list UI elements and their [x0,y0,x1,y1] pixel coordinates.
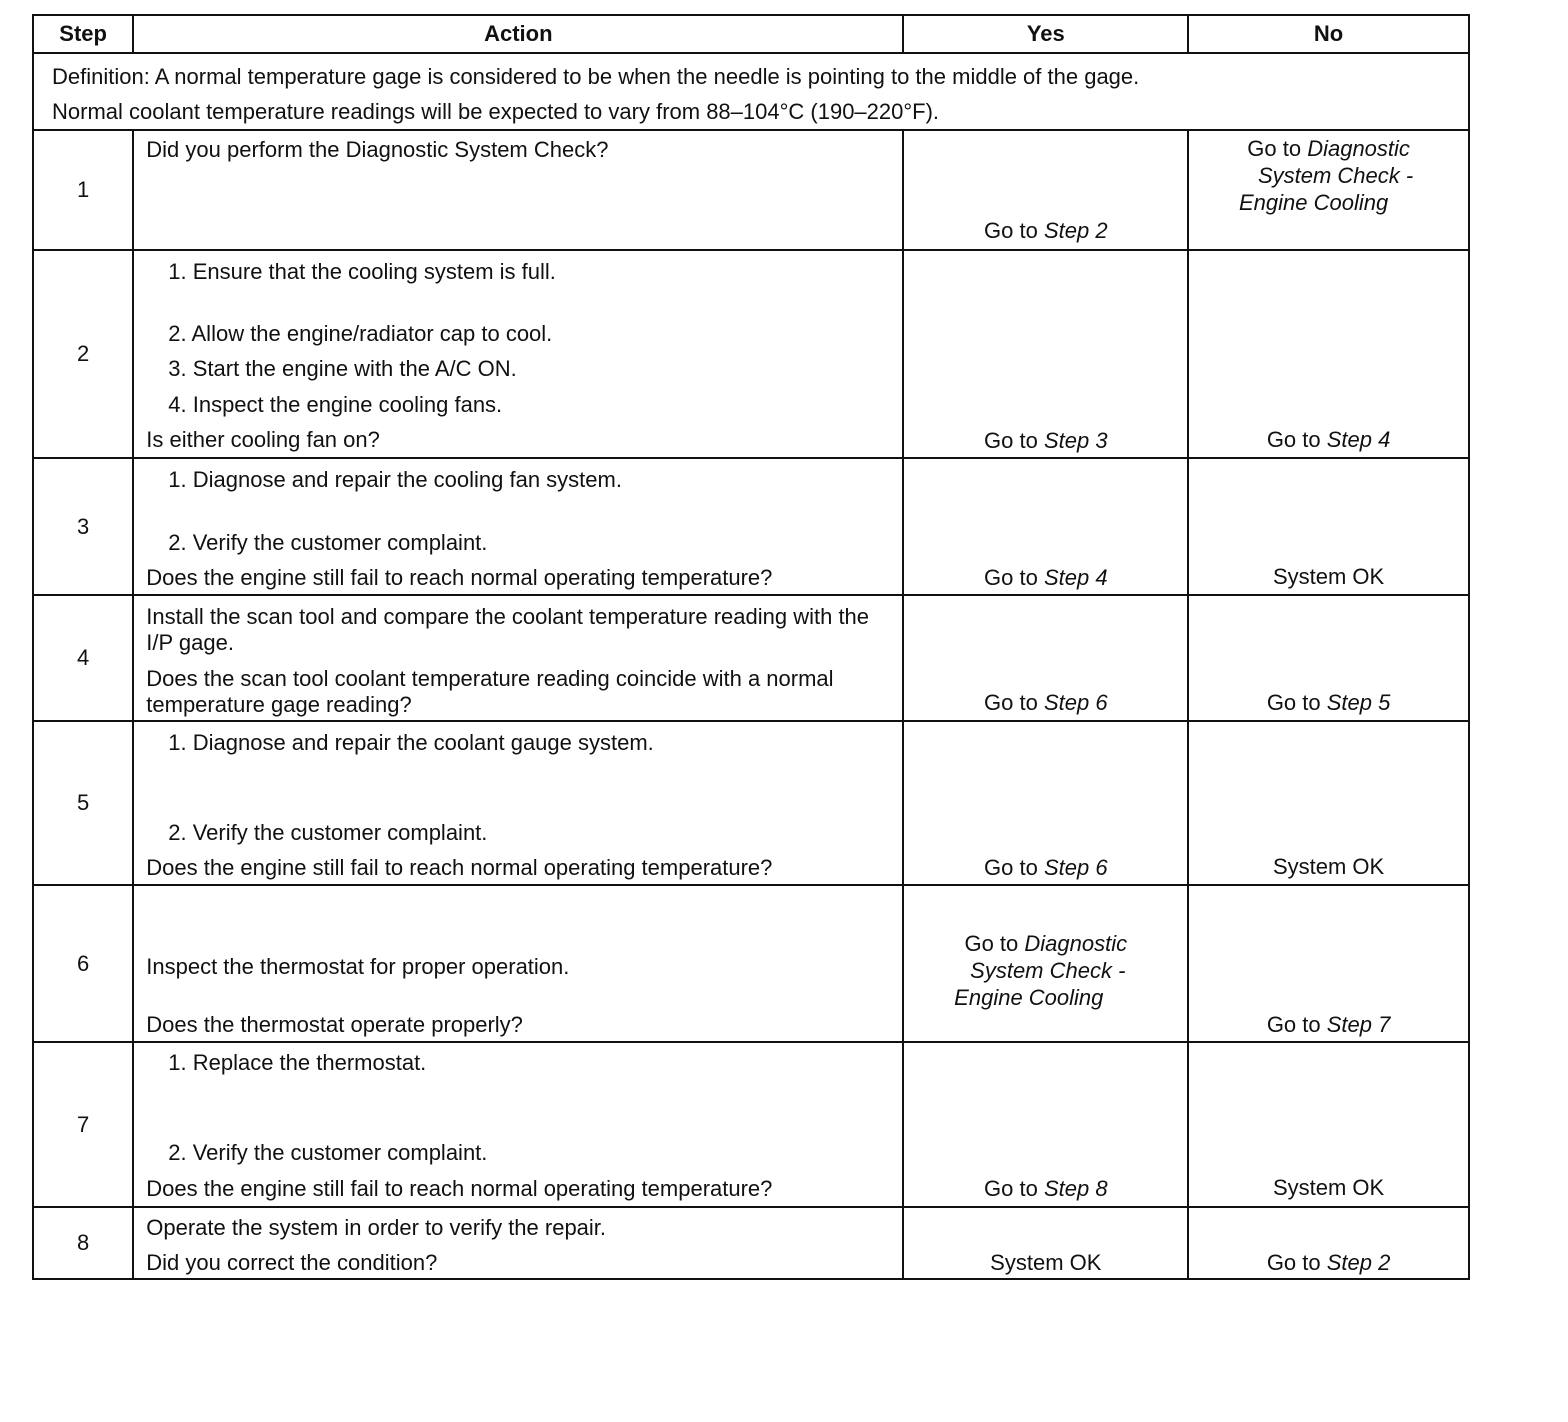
goto-prefix: Go to [1266,1250,1321,1275]
action-cell [133,1207,903,1279]
goto-prefix: Go to [1266,1012,1321,1037]
definition-line-1: Definition: A normal temperature gage is considered to be when the needle is pointing to the middle of the gage. [52,64,1140,89]
goto-target: Step 2 [1326,1250,1391,1275]
action-question: Did you correct the condition? [146,1250,438,1275]
header-no: No [1188,15,1469,53]
no-outcome [1189,1012,1468,1038]
step-row-7 [33,1042,1469,1207]
goto-target: Step 8 [1043,1176,1108,1201]
goto-target: Step 7 [1326,1012,1391,1037]
yes-cell [903,885,1188,1042]
no-cell [1188,1207,1469,1279]
no-outcome [1189,427,1468,453]
yes-cell [903,595,1188,721]
action-question: Is either cooling fan on? [146,427,380,452]
step-number: 8 [33,1207,133,1279]
action-item: 1. Ensure that the cooling system is full. [168,259,556,284]
header-yes: Yes [903,15,1188,53]
goto-target-line: Engine Cooling [954,985,1104,1010]
goto-target: Step 3 [1043,428,1108,453]
goto-prefix: Go to [984,565,1038,590]
goto-target: Step 6 [1043,690,1108,715]
no-outcome [1189,1250,1468,1276]
goto-target: Step 4 [1043,565,1108,590]
step-row-8 [33,1207,1469,1279]
goto-target-line: Diagnostic [1024,931,1128,956]
yes-cell [903,1207,1188,1279]
step-number: 6 [33,885,133,1042]
action-question: Does the thermostat operate properly? [146,1012,523,1037]
yes-outcome [904,930,1187,1011]
definition-row [33,53,1469,130]
action-cell [133,130,903,250]
yes-cell [903,458,1188,595]
action-instruction: Install the scan tool and compare the coolant temperature reading with the I/P gage. [146,604,870,655]
action-item: 4. Inspect the engine cooling fans. [168,392,503,417]
no-outcome: System OK [1272,1175,1385,1200]
step-number: 7 [33,1042,133,1207]
no-cell [1188,130,1469,250]
goto-target: Step 5 [1326,690,1391,715]
definition-line-2: Normal coolant temperature readings will be expected to vary from 88–104°C (190–220°F). [52,99,940,124]
action-instruction: Operate the system in order to verify the repair. [146,1215,607,1240]
yes-outcome [904,218,1187,244]
action-item: 2. Verify the customer complaint. [168,820,488,845]
step-row-5 [33,721,1469,885]
goto-prefix: Go to [984,428,1038,453]
step-number: 1 [33,130,133,250]
action-question: Does the scan tool coolant temperature reading coincide with a normal temperature gage reading? [146,666,834,717]
action-cell [133,1042,903,1207]
action-question: Does the engine still fail to reach normal operating temperature? [146,1176,773,1201]
yes-cell [903,250,1188,458]
action-cell [133,885,903,1042]
no-cell [1188,595,1469,721]
yes-cell [903,721,1188,885]
goto-prefix: Go to [984,855,1038,880]
definition-cell [33,53,1469,130]
action-cell [133,458,903,595]
step-row-6 [33,885,1469,1042]
step-row-1 [33,130,1469,250]
step-row-4 [33,595,1469,721]
yes-outcome: System OK [990,1250,1102,1275]
action-item: 1. Replace the thermostat. [168,1050,427,1075]
diagnostic-table [32,14,1470,1280]
goto-target-line: System Check - [970,958,1126,983]
no-cell [1188,1042,1469,1207]
step-number: 3 [33,458,133,595]
goto-prefix: Go to [984,218,1038,243]
action-cell [133,721,903,885]
action-item: 1. Diagnose and repair the coolant gauge system. [168,730,654,755]
yes-outcome [904,1176,1187,1202]
yes-outcome [904,690,1187,716]
action-question: Did you perform the Diagnostic System Check? [146,137,609,162]
goto-target-line: System Check - [1257,163,1414,188]
no-outcome [1189,690,1468,716]
no-cell [1188,721,1469,885]
yes-outcome [904,428,1187,454]
no-outcome: System OK [1272,854,1385,879]
header-action: Action [133,15,903,53]
step-number: 5 [33,721,133,885]
yes-cell [903,130,1188,250]
action-cell [133,250,903,458]
goto-prefix: Go to [984,1176,1038,1201]
no-outcome [1189,135,1468,216]
action-question: Does the engine still fail to reach normal operating temperature? [146,855,773,880]
action-instruction: Inspect the thermostat for proper operation. [146,954,570,979]
goto-target: Step 2 [1043,218,1108,243]
action-item: 2. Verify the customer complaint. [168,1140,488,1165]
goto-prefix: Go to [964,931,1019,956]
step-number: 2 [33,250,133,458]
goto-target: Step 4 [1326,427,1391,452]
goto-prefix: Go to [984,690,1038,715]
goto-prefix: Go to [1266,690,1321,715]
action-item: 2. Verify the customer complaint. [168,530,488,555]
no-cell [1188,250,1469,458]
goto-target-line: Engine Cooling [1238,190,1389,215]
action-cell [133,595,903,721]
yes-outcome [904,855,1187,881]
yes-cell [903,1042,1188,1207]
no-cell [1188,458,1469,595]
action-item: 2. Allow the engine/radiator cap to cool. [168,321,553,346]
action-item: 1. Diagnose and repair the cooling fan system. [168,467,622,492]
goto-target-line: Diagnostic [1307,136,1410,161]
no-outcome: System OK [1272,564,1385,589]
step-number: 4 [33,595,133,721]
step-row-3 [33,458,1469,595]
header-row [33,15,1469,53]
action-item: 3. Start the engine with the A/C ON. [168,356,517,381]
goto-target: Step 6 [1043,855,1108,880]
header-step: Step [33,15,133,53]
step-row-2 [33,250,1469,458]
no-cell [1188,885,1469,1042]
action-question: Does the engine still fail to reach normal operating temperature? [146,565,773,590]
goto-prefix: Go to [1247,136,1302,161]
yes-outcome [904,565,1187,591]
goto-prefix: Go to [1266,427,1321,452]
